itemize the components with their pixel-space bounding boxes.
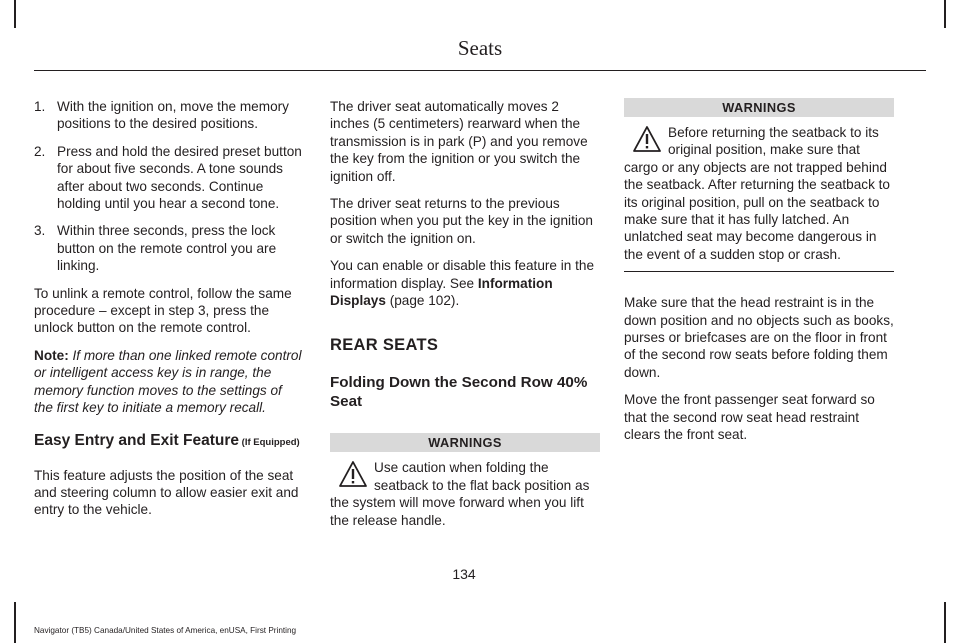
easy-entry-heading <box>34 431 304 453</box>
unlink-paragraph: To unlink a remote control, follow the same procedure – except in step 3, press the unlock button on the remote control. <box>34 285 292 336</box>
warning-text: Use caution when folding the seatback to the flat back position as the system will move forward when you lift the release handle. <box>330 460 590 528</box>
header-divider <box>34 70 926 71</box>
warning-body <box>624 124 894 263</box>
column-right <box>624 98 894 454</box>
crop-mark-right-bottom <box>944 602 946 643</box>
warning-triangle-icon <box>338 460 368 488</box>
column-middle <box>330 98 600 529</box>
seat-returns-paragraph: The driver seat returns to the previous position when you put the key in the ignition or switch the ignition on. <box>330 196 593 246</box>
step-number: 2. <box>34 143 46 159</box>
crop-mark-right-top <box>944 0 946 28</box>
enable-feature-paragraph <box>330 257 600 309</box>
note-paragraph <box>34 347 304 417</box>
publication-footer: Navigator (TB5) Canada/United States of America, enUSA, First Printing <box>34 626 297 635</box>
enable-feature-text: You can enable or disable this feature in the information display. See <box>330 258 595 291</box>
warning-body <box>330 459 600 529</box>
page-title: Seats <box>457 36 503 60</box>
seat-moves-paragraph: The driver seat automatically moves 2 inches (5 centimeters) rearward when the transmission is in park (P) and you remove the key from the ignition or you switch the ignition off. <box>330 99 588 184</box>
note-label: Note: <box>34 347 69 363</box>
step-number: 1. <box>34 99 46 114</box>
step-item <box>34 143 304 213</box>
step-item <box>34 98 304 133</box>
front-seat-paragraph: Move the front passenger seat forward so that the second row seat head restraint clears the front seat. <box>624 392 875 443</box>
step-item <box>34 222 304 274</box>
page-number: 134 <box>452 566 476 582</box>
step-text: With the ignition on, move the memory positions to the desired positions. <box>57 99 289 132</box>
step-number: 3. <box>34 223 46 239</box>
step-text: Within three seconds, press the lock button on the remote control you are linking. <box>57 223 277 274</box>
rear-seats-heading: REAR SEATS <box>330 336 439 355</box>
warning-block-folding <box>330 433 600 529</box>
warnings-label: WARNINGS <box>624 98 894 117</box>
information-displays-link[interactable]: Information Displays <box>330 275 553 309</box>
page-reference: (page 102). <box>385 293 460 309</box>
easy-entry-heading-text: Easy Entry and Exit Feature <box>34 431 240 449</box>
folding-second-row-heading: Folding Down the Second Row 40% Seat <box>330 374 588 411</box>
step-text: Press and hold the desired preset button for about five seconds. A tone sounds after about two seconds. Continue holding until you hear a second tone. <box>57 143 302 212</box>
crop-mark-left-bottom <box>14 602 16 643</box>
head-restraint-paragraph: Make sure that the head restraint is in the down position and no objects such as books, purses or briefcases are on the floor in front of the second row seats before folding them down. <box>624 295 894 380</box>
crop-mark-left-top <box>14 0 16 28</box>
easy-entry-paragraph: This feature adjusts the position of the seat and steering column to allow easier exit and entry to the vehicle. <box>34 467 299 518</box>
warning-end-rule <box>624 271 894 272</box>
warning-block-seatback <box>624 98 894 272</box>
note-text: If more than one linked remote control or intelligent access key is in range, the memory function moves to the settings of the first key to initiate a memory recall. <box>34 347 302 416</box>
steps-list <box>34 98 304 275</box>
warning-text: Before returning the seatback to its original position, make sure that cargo or any objects are not trapped behind the seatback. After returning the seatback to its original position, pull on the seatback to make sure that it has fully latched. An unlatched seat may become dangerous in the event of a sudden stop or crash. <box>624 125 890 262</box>
warnings-label: WARNINGS <box>330 433 600 452</box>
warning-triangle-icon <box>632 125 662 153</box>
column-left <box>34 98 304 529</box>
easy-entry-qualifier: (If Equipped) <box>239 436 300 448</box>
